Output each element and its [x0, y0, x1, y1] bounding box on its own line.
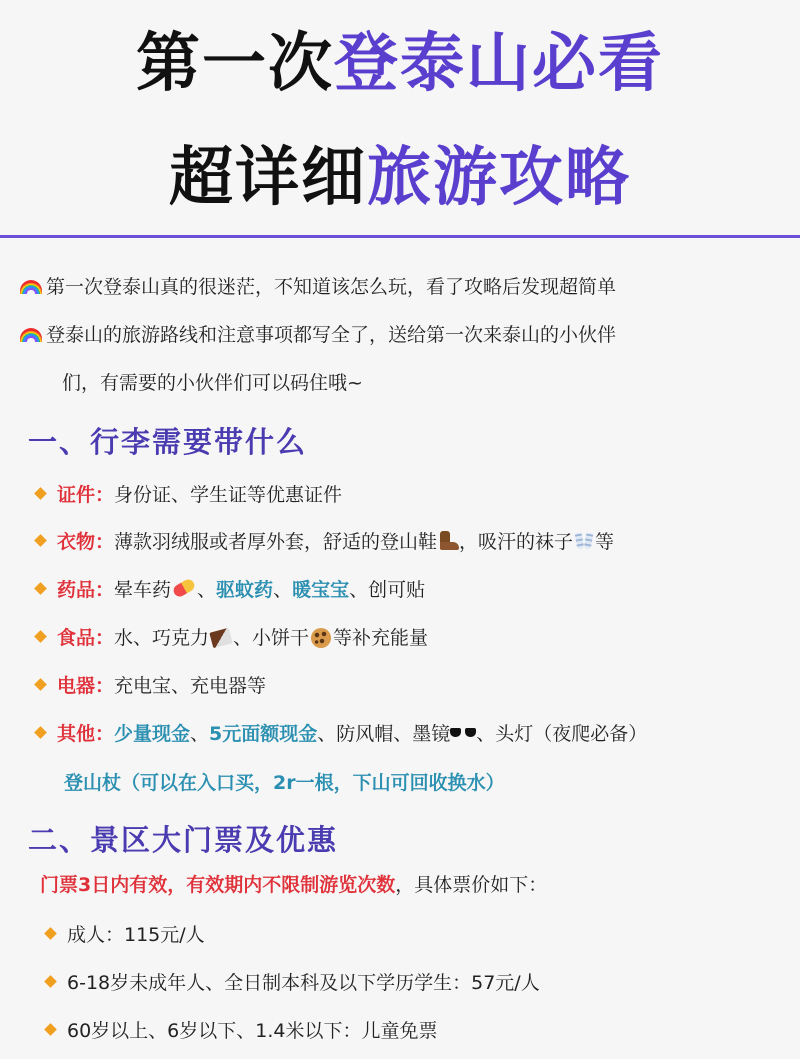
section-heading-tickets: 二、景区大门票及优惠: [28, 823, 339, 857]
rainbow-icon: [20, 328, 42, 342]
title-block: [0, 0, 800, 240]
ticket-note: [40, 870, 547, 900]
ticket-item: [46, 1016, 437, 1046]
title-accent: 旅游攻略: [367, 141, 631, 215]
item-text: 晕车药: [114, 579, 172, 601]
pill-icon: [172, 577, 197, 598]
ticket-note-highlight: 门票3日内有效，有效期内不限制游览次数: [40, 874, 396, 896]
ticket-item: [46, 920, 205, 950]
list-item: [36, 719, 647, 749]
item-text: 充电宝、充电器等: [114, 675, 267, 697]
list-item: [36, 575, 425, 605]
bullet-icon: [44, 975, 57, 988]
intro-line-1: [20, 272, 616, 302]
intro-text: 第一次登泰山真的很迷茫，不知道该怎么玩，看了攻略后发现超简单: [46, 276, 617, 298]
intro-text: 登泰山的旅游路线和注意事项都写全了，送给第一次来泰山的小伙伴: [46, 324, 617, 346]
bullet-icon: [44, 927, 57, 940]
intro-line-3: [62, 368, 363, 398]
bullet-icon: [44, 1023, 57, 1036]
item-text: 水、巧克力: [114, 627, 210, 649]
intro-text: 们，有需要的小伙伴们可以码住哦~: [62, 372, 363, 394]
bullet-icon: [34, 487, 47, 500]
item-text: 薄款羽绒服或者厚外套，舒适的登山鞋: [114, 531, 438, 553]
item-label: 药品：: [57, 579, 115, 601]
rainbow-icon: [20, 280, 42, 294]
item-text: 、创可贴: [349, 579, 426, 601]
title-plain: 超详细: [169, 141, 367, 215]
item-text: 、: [273, 579, 293, 601]
bullet-icon: [34, 726, 47, 739]
item-label: 电器：: [57, 675, 115, 697]
list-item: [36, 527, 614, 557]
ticket-price: 60岁以上、6岁以下、1.4米以下：儿童免票: [67, 1020, 438, 1042]
item-label: 衣物：: [57, 531, 115, 553]
item-highlight: 5元面额现金: [209, 723, 318, 745]
list-item: [36, 623, 428, 653]
page-title-line2: [0, 138, 800, 218]
item-text: 等补充能量: [333, 627, 429, 649]
title-accent: 登泰山必看: [334, 27, 664, 101]
item-text: 等: [595, 531, 615, 553]
list-item-continuation: [64, 768, 505, 798]
sunglasses-icon: [450, 728, 476, 738]
bullet-icon: [34, 582, 47, 595]
page-title-line1: [0, 24, 800, 104]
item-label: 其他：: [57, 723, 115, 745]
item-text: 、: [190, 723, 210, 745]
item-text: 、防风帽、墨镜: [317, 723, 451, 745]
item-text: 、: [197, 579, 217, 601]
bullet-icon: [34, 678, 47, 691]
socks-icon: [573, 531, 595, 551]
item-text: ，吸汗的袜子: [459, 531, 574, 553]
item-highlight: 少量现金: [114, 723, 191, 745]
ticket-note-text: ，具体票价如下：: [395, 874, 548, 896]
item-text: 、小饼干: [233, 627, 310, 649]
item-highlight: 登山杖（可以在入口买，2r一根，下山可回收换水）: [64, 772, 505, 794]
ticket-price: 6-18岁未成年人、全日制本科及以下学历学生：57元/人: [67, 972, 540, 994]
cookie-icon: [311, 628, 331, 648]
hiking-boot-icon: [437, 531, 459, 551]
title-plain: 第一次: [136, 27, 334, 101]
item-text: 、头灯（夜爬必备）: [476, 723, 648, 745]
ticket-price: 成人：115元/人: [67, 924, 205, 946]
bullet-icon: [34, 630, 47, 643]
item-text: 身份证、学生证等优惠证件: [114, 484, 343, 506]
item-label: 食品：: [57, 627, 115, 649]
section-heading-luggage: 一、行李需要带什么: [28, 425, 308, 459]
bullet-icon: [34, 534, 47, 547]
chocolate-icon: [209, 628, 232, 649]
intro-line-2: [20, 320, 616, 350]
item-highlight: 驱蚊药: [216, 579, 274, 601]
title-divider: [0, 235, 800, 238]
item-label: 证件：: [57, 484, 115, 506]
list-item: [36, 671, 266, 701]
item-highlight: 暖宝宝: [292, 579, 350, 601]
ticket-item: [46, 968, 540, 998]
list-item: [36, 480, 342, 510]
